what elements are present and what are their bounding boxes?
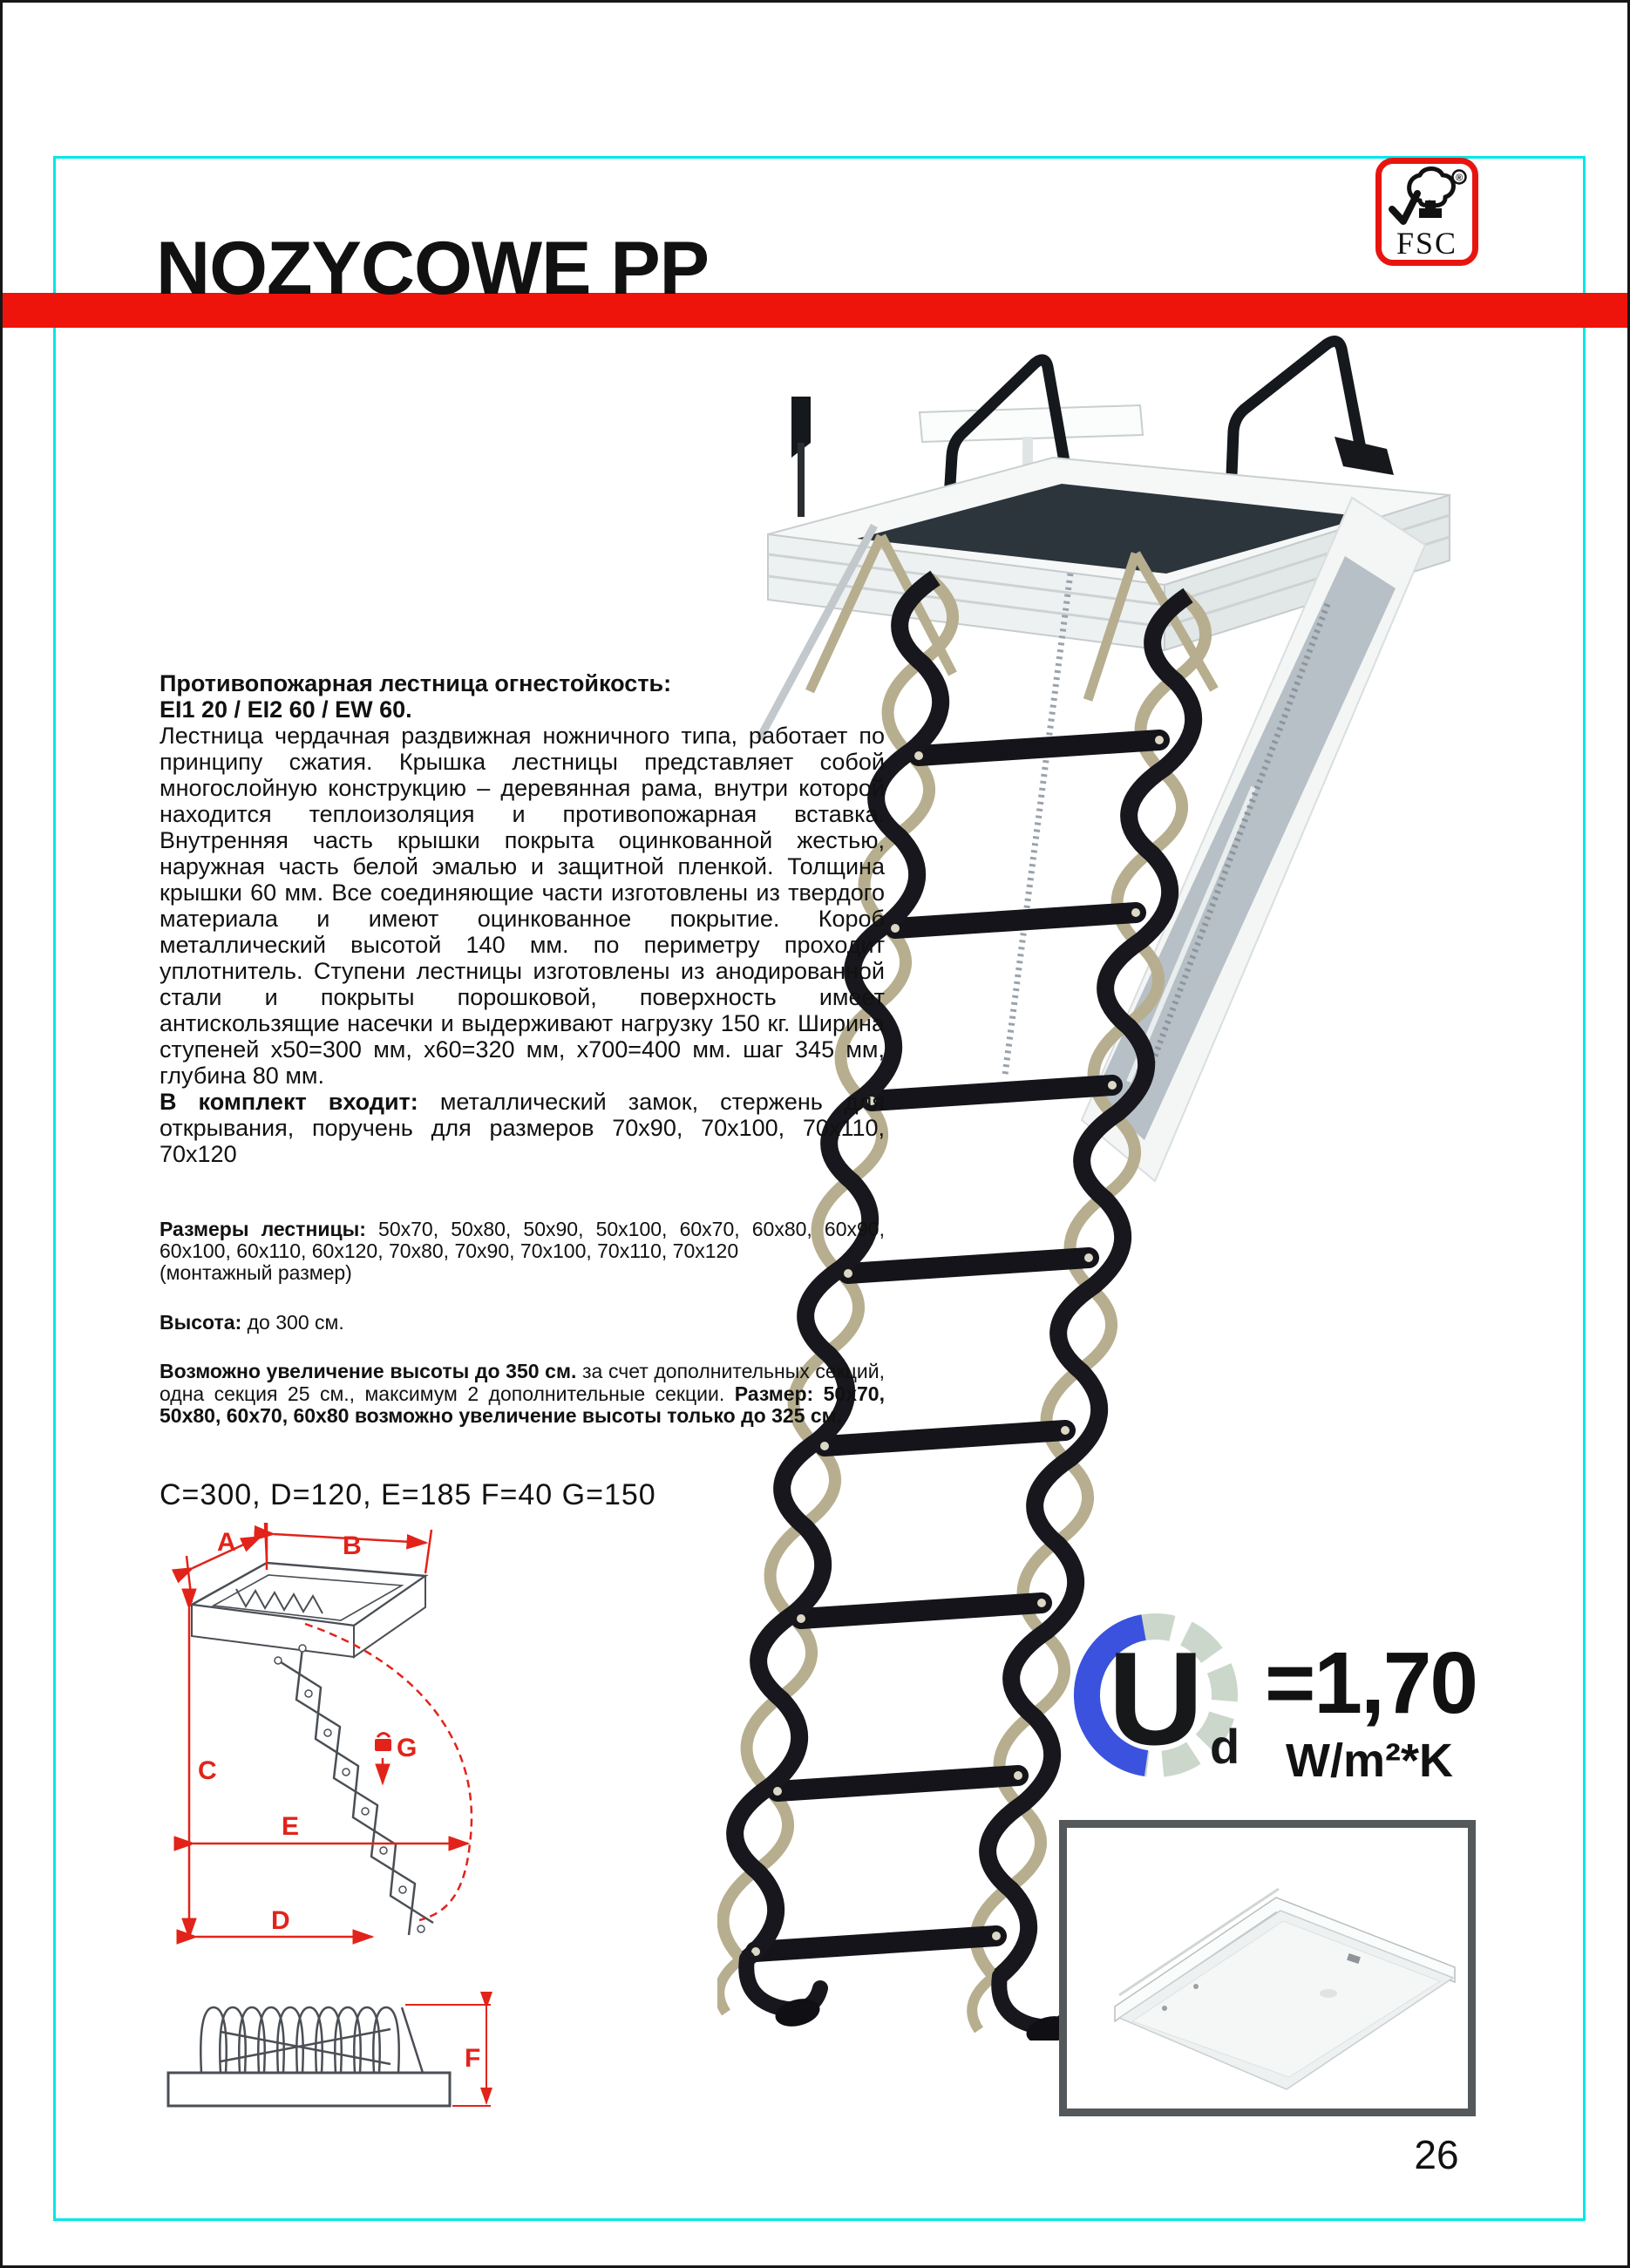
- fsc-tree-icon: [1382, 164, 1472, 260]
- fsc-label: FSC: [1396, 226, 1458, 260]
- kit-text: металлический замок, стержень для открывания, поручень для размеров 70x90, 70x100, 70x110, 70x120: [160, 1089, 885, 1167]
- height-text: до 300 см.: [241, 1311, 344, 1334]
- extension-block: [160, 1361, 885, 1428]
- sizes-text: 50x70, 50x80, 50x90, 50x100, 60x70, 60x80, 60x90, 60x100, 60x110, 60x120, 70x80, 70x90, 70x100, 70x110, 70x120: [160, 1218, 885, 1262]
- u-letter: U: [1108, 1625, 1204, 1773]
- extension-bold2: Размер: 50x70, 50x80, 60x70, 60x80 возможно увеличение высоты только до 325 см.: [160, 1382, 885, 1427]
- extension-paragraph: [160, 1361, 885, 1428]
- sizes-label: Размеры лестницы:: [160, 1218, 366, 1240]
- page-title: NOZYCOWE PP: [156, 226, 710, 310]
- intro-heading-line1: Противопожарная лестница огнестойкость:: [160, 670, 672, 696]
- dim-label-c: C: [198, 1756, 217, 1785]
- dim-label-a: A: [217, 1528, 236, 1557]
- height-paragraph: [160, 1311, 885, 1334]
- intro-paragraph: Лестница чердачная раздвижная ножничного типа, работает по принципу сжатия. Крышка лестницы представляет собой многослойную конструкцию – деревянная рама, внутри которой находится теплоизоляция и противопожарная вставка. Внутренняя часть крышки покрыта оцинкованной жестью, наружная часть белой эмалью и защитной пленкой. Толщина крышки 60 мм. Все соединяющие части изготовлены из твердого материала и имеют оцинкованное покрытие. Короб металлический высотой 140 мм. по периметру проходит уплотнитель. Ступени лестницы изготовлены из анодированной стали и покрыты порошковой, поверхность имеет антискользящие насечки и выдерживают нагрузку 150 кг. Ширина ступеней x50=300 мм, x60=320 мм, x700=400 мм. шаг 345 мм, глубина 80 мм.: [160, 723, 885, 1089]
- u-value-badge: [1043, 1582, 1269, 1809]
- intro-heading-line2: EI1 20 / EI2 60 / EW 60.: [160, 696, 412, 723]
- dimension-values-line: [160, 1478, 885, 1512]
- intro-text-block: [160, 670, 885, 1167]
- dim-label-f: F: [465, 2044, 481, 2073]
- height-block: [160, 1311, 885, 1334]
- technical-drawing: [125, 1519, 648, 2156]
- dim-label-b: B: [343, 1531, 362, 1560]
- u-unit: W/m²*K: [1286, 1735, 1453, 1787]
- fsc-logo: [1375, 158, 1478, 266]
- u-subscript: d: [1210, 1719, 1240, 1774]
- sizes-note: (монтажный размер): [160, 1261, 352, 1284]
- dim-label-e: E: [282, 1812, 300, 1841]
- closed-hatch-illustration: [1067, 1828, 1466, 2107]
- sizes-paragraph: [160, 1219, 885, 1262]
- folded-ladder-coils: [200, 2007, 423, 2073]
- u-value: =1,70: [1265, 1634, 1477, 1732]
- height-label: Высота:: [160, 1311, 242, 1334]
- kit-label: В комплект входит:: [160, 1089, 418, 1115]
- dim-label-d: D: [271, 1906, 290, 1935]
- extension-text: за счет дополнительных секций, одна секция 25 см., максимум 2 дополнительные секции.: [160, 1360, 885, 1405]
- dimension-values: C=300, D=120, E=185 F=40 G=150: [160, 1478, 656, 1511]
- page-number: 26: [1414, 2132, 1459, 2177]
- kit-paragraph: [160, 1089, 885, 1167]
- sizes-block: [160, 1219, 885, 1284]
- closed-hatch-photo: [1059, 1820, 1476, 2116]
- dim-label-g: G: [397, 1734, 418, 1762]
- fsc-registered-mark: ®: [1455, 173, 1464, 184]
- extension-bold: Возможно увеличение высоты до 350 см.: [160, 1360, 577, 1382]
